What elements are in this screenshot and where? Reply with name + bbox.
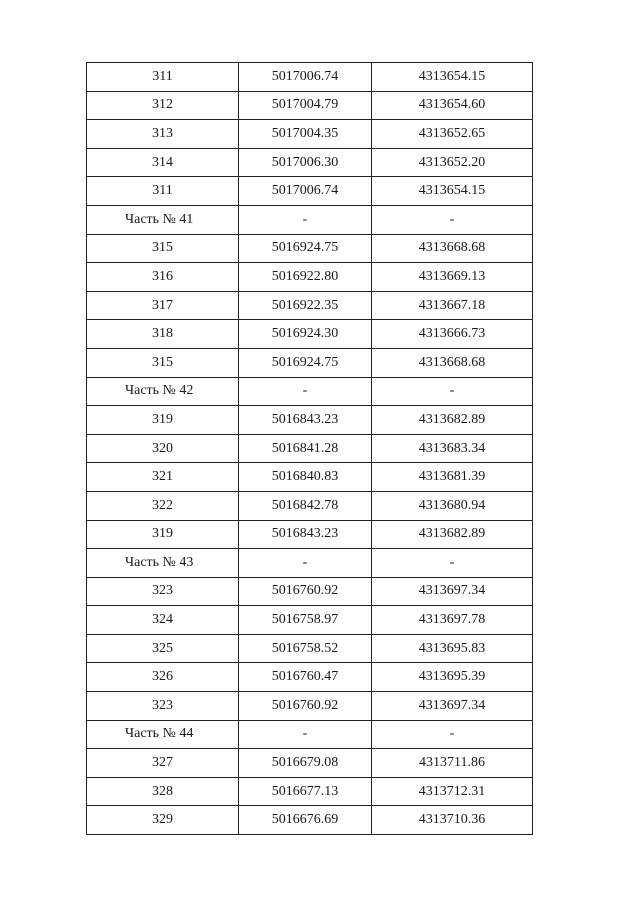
table-row xyxy=(87,806,533,835)
x-coordinate-cell: 5016843.23 xyxy=(239,520,372,549)
table-row xyxy=(87,777,533,806)
table-row xyxy=(87,606,533,635)
x-coordinate-cell: 5016758.97 xyxy=(239,606,372,635)
point-number-cell: 327 xyxy=(87,749,239,778)
table-row xyxy=(87,120,533,149)
table-row xyxy=(87,634,533,663)
x-coordinate-cell: - xyxy=(239,377,372,406)
point-number-cell: 322 xyxy=(87,491,239,520)
table-row xyxy=(87,520,533,549)
x-coordinate-cell: 5016840.83 xyxy=(239,463,372,492)
y-coordinate-cell: 4313697.78 xyxy=(372,606,533,635)
y-coordinate-cell: 4313654.15 xyxy=(372,63,533,92)
table-row xyxy=(87,234,533,263)
y-coordinate-cell: 4313711.86 xyxy=(372,749,533,778)
table-row xyxy=(87,291,533,320)
point-number-cell: Часть № 44 xyxy=(87,720,239,749)
point-number-cell: Часть № 41 xyxy=(87,205,239,234)
x-coordinate-cell: 5016677.13 xyxy=(239,777,372,806)
y-coordinate-cell: 4313668.68 xyxy=(372,234,533,263)
y-coordinate-cell: - xyxy=(372,377,533,406)
x-coordinate-cell: 5017004.35 xyxy=(239,120,372,149)
x-coordinate-cell: 5017006.30 xyxy=(239,148,372,177)
point-number-cell: 314 xyxy=(87,148,239,177)
point-number-cell: 315 xyxy=(87,348,239,377)
part-header-row xyxy=(87,205,533,234)
table-row xyxy=(87,749,533,778)
x-coordinate-cell: 5016760.92 xyxy=(239,577,372,606)
point-number-cell: 312 xyxy=(87,91,239,120)
y-coordinate-cell: - xyxy=(372,720,533,749)
point-number-cell: 325 xyxy=(87,634,239,663)
part-header-row xyxy=(87,549,533,578)
table-row xyxy=(87,91,533,120)
table-row xyxy=(87,491,533,520)
x-coordinate-cell: - xyxy=(239,205,372,234)
point-number-cell: 326 xyxy=(87,663,239,692)
x-coordinate-cell: 5016841.28 xyxy=(239,434,372,463)
point-number-cell: 321 xyxy=(87,463,239,492)
point-number-cell: 317 xyxy=(87,291,239,320)
table-row xyxy=(87,177,533,206)
y-coordinate-cell: 4313682.89 xyxy=(372,406,533,435)
part-header-row xyxy=(87,377,533,406)
x-coordinate-cell: 5016924.30 xyxy=(239,320,372,349)
y-coordinate-cell: 4313695.83 xyxy=(372,634,533,663)
y-coordinate-cell: 4313712.31 xyxy=(372,777,533,806)
x-coordinate-cell: 5016924.75 xyxy=(239,348,372,377)
y-coordinate-cell: 4313681.39 xyxy=(372,463,533,492)
table-row xyxy=(87,463,533,492)
coordinates-table xyxy=(86,62,533,835)
table-row xyxy=(87,692,533,721)
point-number-cell: 319 xyxy=(87,520,239,549)
point-number-cell: 316 xyxy=(87,263,239,292)
y-coordinate-cell: 4313683.34 xyxy=(372,434,533,463)
x-coordinate-cell: 5016758.52 xyxy=(239,634,372,663)
y-coordinate-cell: 4313682.89 xyxy=(372,520,533,549)
y-coordinate-cell: 4313654.60 xyxy=(372,91,533,120)
x-coordinate-cell: 5016760.47 xyxy=(239,663,372,692)
table-row xyxy=(87,663,533,692)
point-number-cell: 319 xyxy=(87,406,239,435)
point-number-cell: 323 xyxy=(87,692,239,721)
point-number-cell: 311 xyxy=(87,177,239,206)
y-coordinate-cell: 4313652.20 xyxy=(372,148,533,177)
y-coordinate-cell: - xyxy=(372,549,533,578)
x-coordinate-cell: 5016679.08 xyxy=(239,749,372,778)
point-number-cell: 323 xyxy=(87,577,239,606)
point-number-cell: 318 xyxy=(87,320,239,349)
table-row xyxy=(87,320,533,349)
y-coordinate-cell: 4313680.94 xyxy=(372,491,533,520)
point-number-cell: 311 xyxy=(87,63,239,92)
y-coordinate-cell: 4313669.13 xyxy=(372,263,533,292)
table-row xyxy=(87,577,533,606)
y-coordinate-cell: 4313710.36 xyxy=(372,806,533,835)
x-coordinate-cell: 5017004.79 xyxy=(239,91,372,120)
table-row xyxy=(87,434,533,463)
table-row xyxy=(87,348,533,377)
coordinates-table-body xyxy=(87,63,533,835)
y-coordinate-cell: 4313697.34 xyxy=(372,577,533,606)
point-number-cell: 315 xyxy=(87,234,239,263)
y-coordinate-cell: 4313668.68 xyxy=(372,348,533,377)
x-coordinate-cell: - xyxy=(239,720,372,749)
point-number-cell: Часть № 42 xyxy=(87,377,239,406)
point-number-cell: 328 xyxy=(87,777,239,806)
y-coordinate-cell: 4313652.65 xyxy=(372,120,533,149)
y-coordinate-cell: - xyxy=(372,205,533,234)
y-coordinate-cell: 4313654.15 xyxy=(372,177,533,206)
table-row xyxy=(87,406,533,435)
point-number-cell: 329 xyxy=(87,806,239,835)
x-coordinate-cell: 5016924.75 xyxy=(239,234,372,263)
point-number-cell: 313 xyxy=(87,120,239,149)
table-row xyxy=(87,148,533,177)
point-number-cell: Часть № 43 xyxy=(87,549,239,578)
point-number-cell: 320 xyxy=(87,434,239,463)
x-coordinate-cell: 5016922.35 xyxy=(239,291,372,320)
point-number-cell: 324 xyxy=(87,606,239,635)
y-coordinate-cell: 4313697.34 xyxy=(372,692,533,721)
x-coordinate-cell: 5016842.78 xyxy=(239,491,372,520)
part-header-row xyxy=(87,720,533,749)
x-coordinate-cell: 5016676.69 xyxy=(239,806,372,835)
x-coordinate-cell: 5017006.74 xyxy=(239,177,372,206)
x-coordinate-cell: 5016843.23 xyxy=(239,406,372,435)
x-coordinate-cell: 5016922.80 xyxy=(239,263,372,292)
x-coordinate-cell: 5016760.92 xyxy=(239,692,372,721)
x-coordinate-cell: - xyxy=(239,549,372,578)
x-coordinate-cell: 5017006.74 xyxy=(239,63,372,92)
y-coordinate-cell: 4313667.18 xyxy=(372,291,533,320)
table-row xyxy=(87,63,533,92)
table-row xyxy=(87,263,533,292)
y-coordinate-cell: 4313666.73 xyxy=(372,320,533,349)
y-coordinate-cell: 4313695.39 xyxy=(372,663,533,692)
